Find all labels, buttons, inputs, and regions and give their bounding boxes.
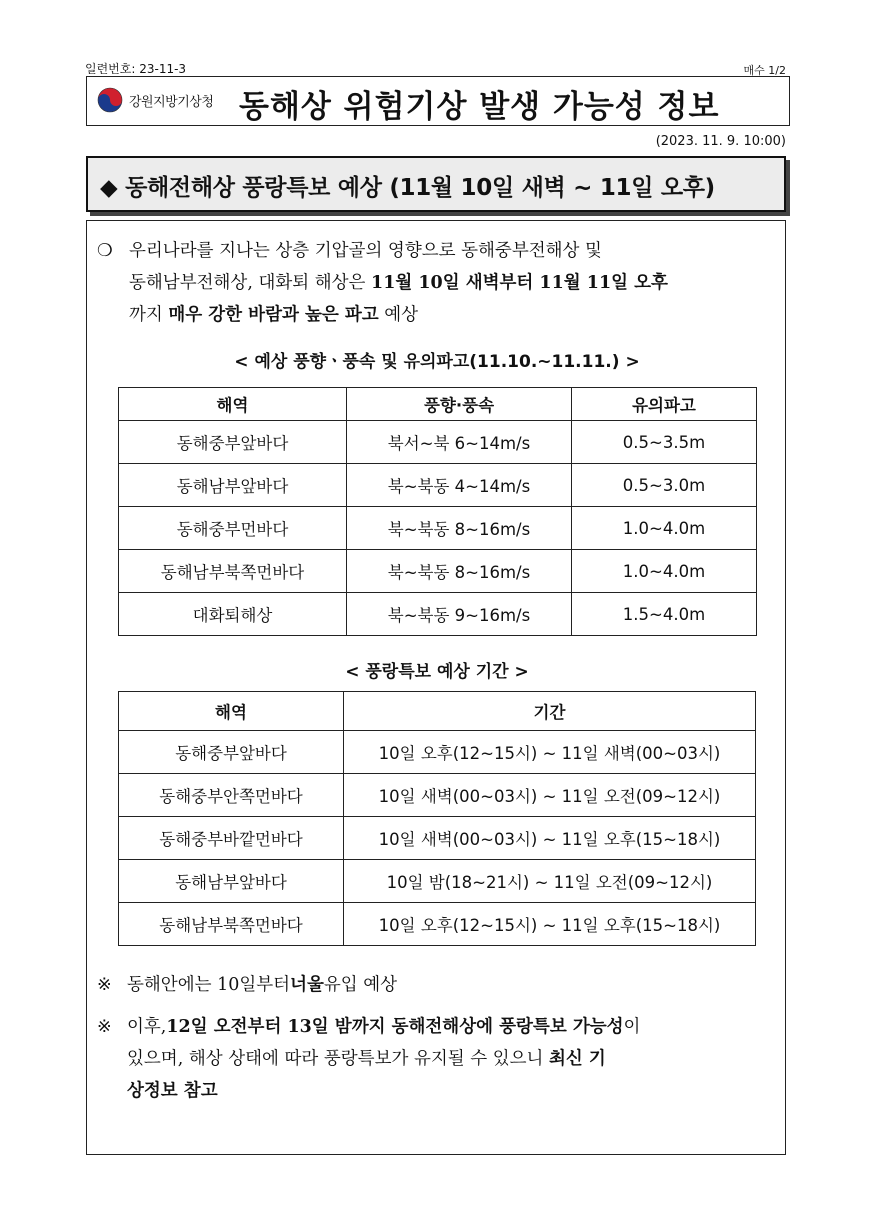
wind-wave-table — [118, 387, 757, 636]
intro-line-3-text: 까지 — [129, 305, 169, 325]
area-cell: 동해중부바깥먼바다 — [119, 817, 344, 860]
table-row — [119, 774, 756, 817]
note-outlook — [97, 1011, 777, 1107]
wind-cell: 북~북동 8~16m/s — [347, 507, 572, 550]
table-row — [119, 903, 756, 946]
agency-name: 강원지방기상청 — [129, 94, 214, 110]
wind-cell: 북~북동 9~16m/s — [347, 593, 572, 636]
wind-cell: 북서~북 6~14m/s — [347, 421, 572, 464]
area-cell: 동해남부앞바다 — [119, 860, 344, 903]
agency-logo — [97, 87, 213, 113]
period-cell: 10일 새벽(00~03시) ~ 11일 오전(09~12시) — [344, 774, 756, 817]
period-cell: 10일 새벽(00~03시) ~ 11일 오후(15~18시) — [344, 817, 756, 860]
area-cell: 동해중부앞바다 — [119, 421, 347, 464]
headline-box — [86, 156, 786, 212]
note-2-start: 이후, — [127, 1017, 167, 1037]
wave-cell: 0.5~3.0m — [572, 464, 757, 507]
table-row — [119, 593, 757, 636]
table-row — [119, 507, 757, 550]
content-box — [86, 220, 786, 1155]
reference-mark-icon: ※ — [97, 975, 112, 995]
area-cell: 동해중부먼바다 — [119, 507, 347, 550]
table-row — [119, 464, 757, 507]
table-row — [119, 817, 756, 860]
note-2-advice-a: 최신 기 — [548, 1049, 606, 1069]
area-cell: 동해중부안쪽먼바다 — [119, 774, 344, 817]
header-period: 기간 — [344, 692, 756, 731]
header-wave: 유의파고 — [572, 388, 757, 421]
header-area: 해역 — [119, 388, 347, 421]
headline: ◆ 동해전해상 풍랑특보 예상 (11월 10일 새벽 ~ 11일 오후) — [100, 175, 715, 201]
note-1-text: 동해안에는 10일부터 — [127, 975, 291, 995]
area-cell: 대화퇴해상 — [119, 593, 347, 636]
table2-caption: < 풍랑특보 예상 기간 > — [345, 662, 529, 682]
wave-cell: 1.0~4.0m — [572, 550, 757, 593]
table-row — [119, 860, 756, 903]
note-2-advice-b: 상정보 참고 — [127, 1081, 218, 1101]
intro-paragraph — [97, 235, 769, 331]
wind-cell: 북~북동 4~14m/s — [347, 464, 572, 507]
wave-cell: 1.5~4.0m — [572, 593, 757, 636]
note-1-end: 유입 예상 — [323, 975, 398, 995]
table-row — [119, 731, 756, 774]
header-wind: 풍향·풍속 — [347, 388, 572, 421]
note-1-swell: 너울 — [290, 975, 324, 995]
intro-line-1: 우리나라를 지나는 상층 기압골의 영향으로 동해중부전해상 및 — [129, 241, 602, 261]
note-2-particle: 이 — [623, 1017, 641, 1037]
table-row — [119, 421, 757, 464]
serial-number: 일련번호: 23-11-3 — [85, 62, 187, 76]
intro-hazard: 매우 강한 바람과 높은 파고 — [168, 305, 379, 325]
issued-datetime: (2023. 11. 9. 10:00) — [655, 134, 786, 149]
intro-period: 11월 10일 새벽부터 11월 11일 오후 — [371, 273, 668, 293]
note-swell — [97, 969, 777, 1001]
reference-mark-icon: ※ — [97, 1017, 112, 1037]
table-header-row — [119, 388, 757, 421]
area-cell: 동해남부앞바다 — [119, 464, 347, 507]
period-cell: 10일 밤(18~21시) ~ 11일 오전(09~12시) — [344, 860, 756, 903]
header-area: 해역 — [119, 692, 344, 731]
table1-caption: < 예상 풍향ㆍ풍속 및 유의파고(11.10.~11.11.) > — [234, 352, 640, 372]
table-row — [119, 550, 757, 593]
header-box — [86, 76, 790, 126]
area-cell: 동해중부앞바다 — [119, 731, 344, 774]
page-title: 동해상 위험기상 발생 가능성 정보 — [239, 89, 720, 125]
intro-line-2-text: 동해남부전해상, 대화퇴 해상은 — [129, 273, 372, 293]
wave-cell: 1.0~4.0m — [572, 507, 757, 550]
circle-bullet-icon: ❍ — [97, 241, 113, 261]
table-header-row — [119, 692, 756, 731]
warning-period-table — [118, 691, 756, 946]
page-count: 매수 1/2 — [743, 64, 786, 77]
note-2-line-2: 있으며, 해상 상태에 따라 풍랑특보가 유지될 수 있으니 — [127, 1049, 549, 1069]
wind-cell: 북~북동 8~16m/s — [347, 550, 572, 593]
area-cell: 동해남부북쪽먼바다 — [119, 550, 347, 593]
period-cell: 10일 오후(12~15시) ~ 11일 오후(15~18시) — [344, 903, 756, 946]
intro-line-3-end: 예상 — [378, 305, 419, 325]
period-cell: 10일 오후(12~15시) ~ 11일 새벽(00~03시) — [344, 731, 756, 774]
wave-cell: 0.5~3.5m — [572, 421, 757, 464]
note-2-period: 12일 오전부터 13일 밤까지 동해전해상에 풍랑특보 가능성 — [166, 1017, 624, 1037]
taegeuk-icon — [97, 87, 123, 113]
area-cell: 동해남부북쪽먼바다 — [119, 903, 344, 946]
